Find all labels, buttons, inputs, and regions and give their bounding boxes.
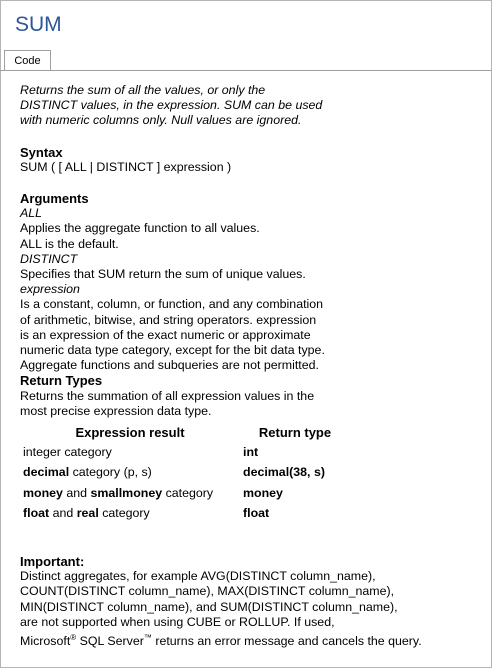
important-line: MIN(DISTINCT column_name), and SUM(DISTINCT column_name), bbox=[20, 599, 398, 614]
help-content bbox=[20, 83, 470, 649]
return-types-desc: Returns the summation of all expression values in the bbox=[20, 388, 315, 403]
table-header-row bbox=[20, 423, 350, 443]
important-line: Distinct aggregates, for example AVG(DISTINCT column_name), bbox=[20, 569, 376, 584]
argument-name: expression bbox=[20, 282, 80, 297]
important-heading: Important: bbox=[20, 554, 85, 570]
syntax-text: SUM ( [ ALL | DISTINCT ] expression ) bbox=[20, 159, 232, 174]
syntax-heading: Syntax bbox=[20, 144, 63, 160]
column-header: Return type bbox=[258, 425, 332, 441]
important-line: COUNT(DISTINCT column_name), MAX(DISTINCT column_name), bbox=[20, 584, 395, 599]
return-type-cell: money bbox=[243, 485, 283, 500]
return-type-cell: int bbox=[243, 445, 259, 460]
return-types-table bbox=[20, 423, 350, 524]
table-row bbox=[20, 484, 350, 504]
argument-desc: Is a constant, column, or function, and any combination bbox=[20, 297, 324, 312]
tab-bar bbox=[0, 50, 492, 71]
argument-desc: Specifies that SUM return the sum of unique values. bbox=[20, 267, 306, 282]
return-type-cell: decimal(38, s) bbox=[243, 465, 325, 480]
description-line: DISTINCT values, in the expression. SUM can be used bbox=[20, 98, 323, 113]
expression-cell: float and real category bbox=[23, 505, 150, 520]
argument-desc: numeric data type category, except for the bit data type. bbox=[20, 343, 325, 358]
argument-desc: Aggregate functions and subqueries are not permitted. bbox=[20, 358, 319, 373]
description-line: Returns the sum of all the values, or only the bbox=[20, 83, 266, 97]
table-row bbox=[20, 463, 350, 483]
table-row bbox=[20, 443, 350, 463]
argument-desc: ALL is the default. bbox=[20, 236, 119, 251]
return-types-heading: Return Types bbox=[20, 373, 103, 389]
arguments-heading: Arguments bbox=[20, 191, 89, 207]
argument-name: ALL bbox=[20, 206, 43, 221]
argument-desc: of arithmetic, bitwise, and string operators. expression bbox=[20, 312, 317, 327]
return-types-desc: most precise expression data type. bbox=[20, 403, 212, 418]
expression-cell: money and smallmoney category bbox=[23, 485, 214, 500]
table-row bbox=[20, 504, 350, 524]
page-title: SUM bbox=[15, 13, 62, 36]
important-line: are not supported when using CUBE or ROLLUP. If used, bbox=[20, 614, 335, 629]
argument-name: DISTINCT bbox=[20, 251, 78, 266]
tab-code[interactable]: Code bbox=[4, 50, 51, 70]
expression-cell: integer category bbox=[23, 445, 112, 460]
return-type-cell: float bbox=[243, 505, 270, 520]
column-header: Expression result bbox=[75, 425, 185, 441]
description-line: with numeric columns only. Null values are ignored. bbox=[20, 113, 302, 128]
argument-desc: is an expression of the exact numeric or approximate bbox=[20, 327, 311, 342]
argument-desc: Applies the aggregate function to all values. bbox=[20, 221, 260, 236]
expression-cell: decimal category (p, s) bbox=[23, 465, 152, 480]
important-line: Microsoft® SQL Server™ returns an error message and cancels the query. bbox=[20, 633, 422, 649]
